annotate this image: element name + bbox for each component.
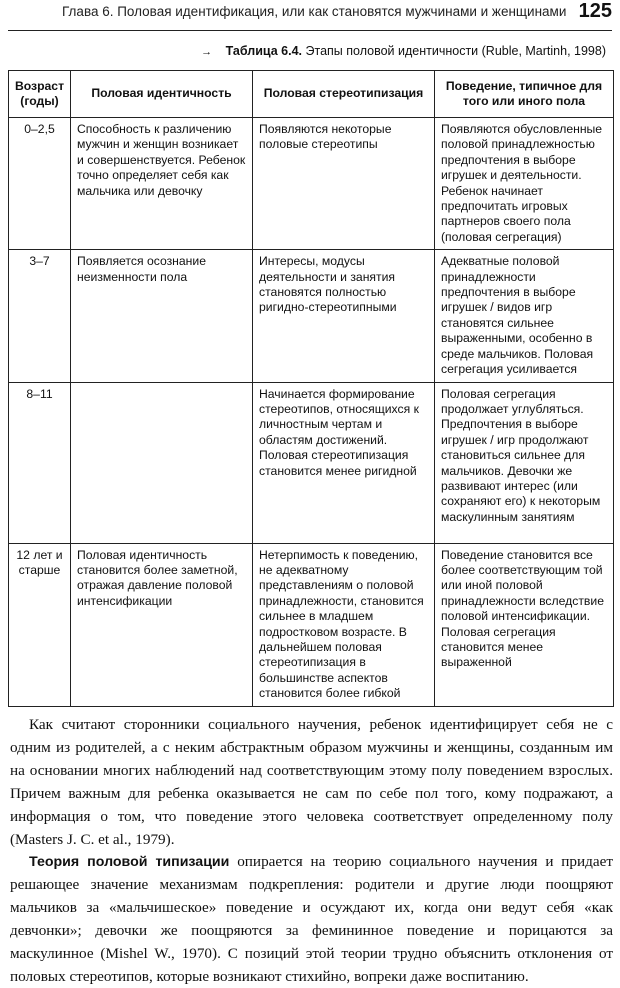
cell-behavior: Появляются обусловленные половой принадлежностью предпочтения в выборе игрушек и деятельности. Ребенок начинает предпочитать игровых партнеров своего пола (половая сегрегация): [435, 118, 614, 250]
cell-identity: Появляется осознание неизменности пола: [71, 250, 253, 382]
table-header-row: [9, 71, 614, 118]
cell-stereotyping: Интересы, модусы деятельности и занятия становятся полностью ригидно-стереотипными: [253, 250, 435, 382]
table-row: [9, 250, 614, 382]
paragraph-text: опирается на теорию социального научения и придает решающее значение механизмам подкрепления: родители и другие люди поощряют мальчиков за «мальчишеское» поведение и осуждают их, когда они ведут себя «как девчонки»; девочки же поощряются за фемининное поведение и порицаются за маскулинное (Mishel W., 1970). С позиций этой теории трудно объяснить отклонения от половых стереотипов, которые возникают стихийно, вопреки даже воспитанию.: [10, 853, 613, 985]
table-caption: [201, 44, 606, 58]
cell-stereotyping: Нетерпимость к поведению, не адекватному представлениям о половой принадлежности, становится сильнее в младшем подростковом возрасте. В дальнейшем половая стереотипизация в большинстве аспектов становится более гибкой: [253, 543, 435, 706]
cell-stereotyping: Начинается формирование стереотипов, относящихся к личностным чертам и областям достижений. Половая стереотипизация становится менее ригидной: [253, 382, 435, 543]
column-header-age: Возраст (годы): [9, 71, 71, 118]
cell-behavior: Половая сегрегация продолжает углубляться. Предпочтения в выборе игрушек / игр продолжают становиться сильнее для мальчиков. Девочки же развивают интерес (или сохраняют его) к некоторым маскулинным занятиям: [435, 382, 614, 543]
caption-text: Этапы половой идентичности (Ruble, Martinh, 1998): [305, 44, 606, 58]
cell-age: 3–7: [9, 250, 71, 382]
cell-identity: [71, 382, 253, 543]
paragraph-term: Теория половой типизации: [29, 854, 230, 870]
cell-age: 0–2,5: [9, 118, 71, 250]
cell-identity: Способность к различению мужчин и женщин возникает и совершенствуется. Ребенок точно определяет себя как мальчика или девочку: [71, 118, 253, 250]
gender-identity-stages-table: [8, 70, 614, 707]
page-header: [8, 0, 612, 31]
table-row: [9, 118, 614, 250]
caption-arrow: →: [201, 46, 213, 58]
table-row: [9, 382, 614, 543]
page-number: 125: [578, 0, 612, 22]
cell-behavior: Поведение становится все более соответствующим той или иной половой принадлежности вследствие половой интенсификации. Половая сегрегация становится менее выраженной: [435, 543, 614, 706]
running-title: Глава 6. Половая идентификация, или как становятся мужчинами и женщинами: [62, 4, 567, 19]
cell-age: 12 лет и старше: [9, 543, 71, 706]
body-paragraph: Как считают сторонники социального научения, ребенок идентифицирует себя не с одним из родителей, а с неким абстрактным образом мужчины и женщины, созданным им на основании многих наблюдений над соответствующим этому полу поведением взрослых. Причем важным для ребенка оказывается не сам по себе пол того, кому подражают, а информация о том, что поведение этого человека соответствует определенному полу (Masters J. C. et al., 1979).: [10, 716, 613, 848]
body-paragraph: [10, 851, 613, 988]
table-row: [9, 543, 614, 706]
cell-age: 8–11: [9, 382, 71, 543]
column-header-stereotyping: Половая стереотипизация: [253, 71, 435, 118]
caption-label: Таблица 6.4.: [225, 44, 303, 58]
cell-stereotyping: Появляются некоторые половые стереотипы: [253, 118, 435, 250]
column-header-behavior: Поведение, типичное для того или иного пола: [435, 71, 614, 118]
cell-behavior: Адекватные половой принадлежности предпочтения в выборе игрушек / видов игр становятся сильнее выраженными, особенно в среде мальчиков. Половая сегрегация усиливается: [435, 250, 614, 382]
column-header-identity: Половая идентичность: [71, 71, 253, 118]
cell-identity: Половая идентичность становится более заметной, отражая давление половой интенсификации: [71, 543, 253, 706]
